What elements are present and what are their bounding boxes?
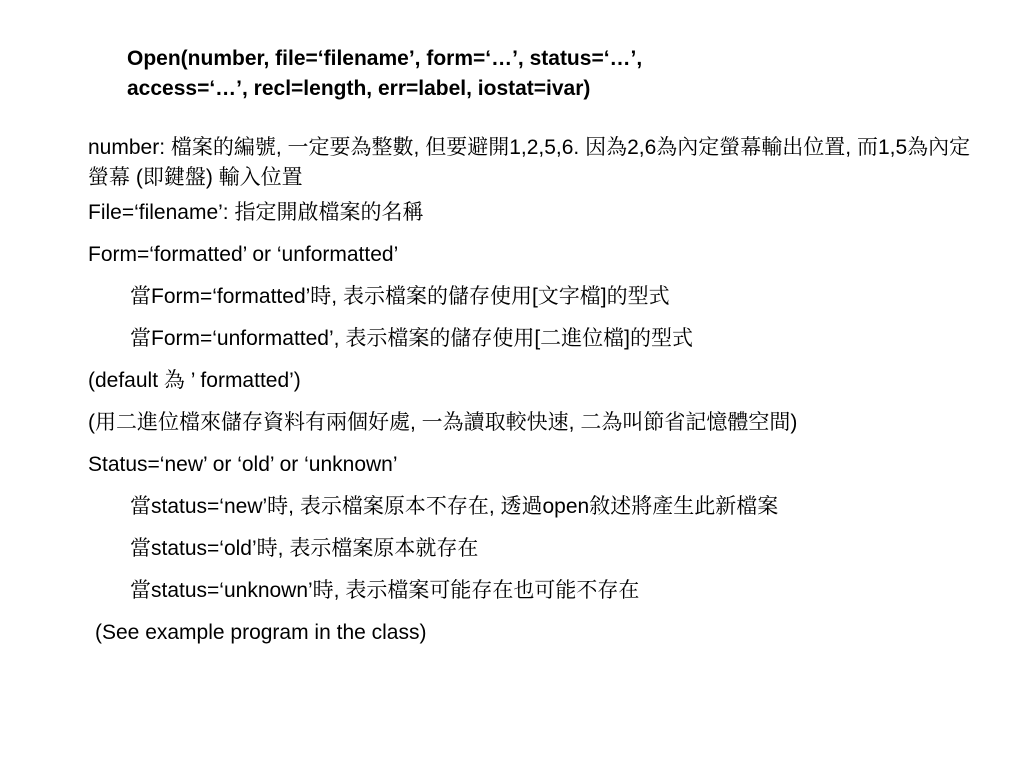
title-line-2: access=‘…’, recl=length, err=label, iostat=ivar) [127,77,591,100]
form-unformatted-note: 當Form=‘unformatted’, 表示檔案的儲存使用[二進位檔]的型式 [130,327,693,350]
title-line-1: Open(number, file=‘filename’, form=‘…’, status=‘…’, [127,47,643,70]
status-heading: Status=‘new’ or ‘old’ or ‘unknown’ [88,453,398,476]
file-description: File=‘filename’: 指定開啟檔案的名稱 [88,201,424,224]
see-example-note: (See example program in the class) [95,621,427,644]
status-old-note: 當status=‘old’時, 表示檔案原本就存在 [130,537,479,560]
number-description: number: 檔案的編號, 一定要為整數, 但要避開1,2,5,6. 因為2,6為內定螢幕輸出位置, 而1,5為內定螢幕 (即鍵盤) 輸入位置 [88,136,971,189]
binary-file-benefits-note: (用二進位檔來儲存資料有兩個好處, 一為讀取較快速, 二為叫節省記憶體空間) [88,411,798,434]
form-default-note: (default 為 ’ formatted’) [88,369,301,392]
form-formatted-note: 當Form=‘formatted’時, 表示檔案的儲存使用[文字檔]的型式 [130,285,670,308]
slide-body [88,133,988,648]
status-unknown-note: 當status=‘unknown’時, 表示檔案可能存在也可能不存在 [130,579,640,602]
status-new-note: 當status=‘new’時, 表示檔案原本不存在, 透過open敘述將產生此新檔案 [130,495,779,518]
slide-title [127,44,987,104]
form-heading: Form=‘formatted’ or ‘unformatted’ [88,243,399,266]
